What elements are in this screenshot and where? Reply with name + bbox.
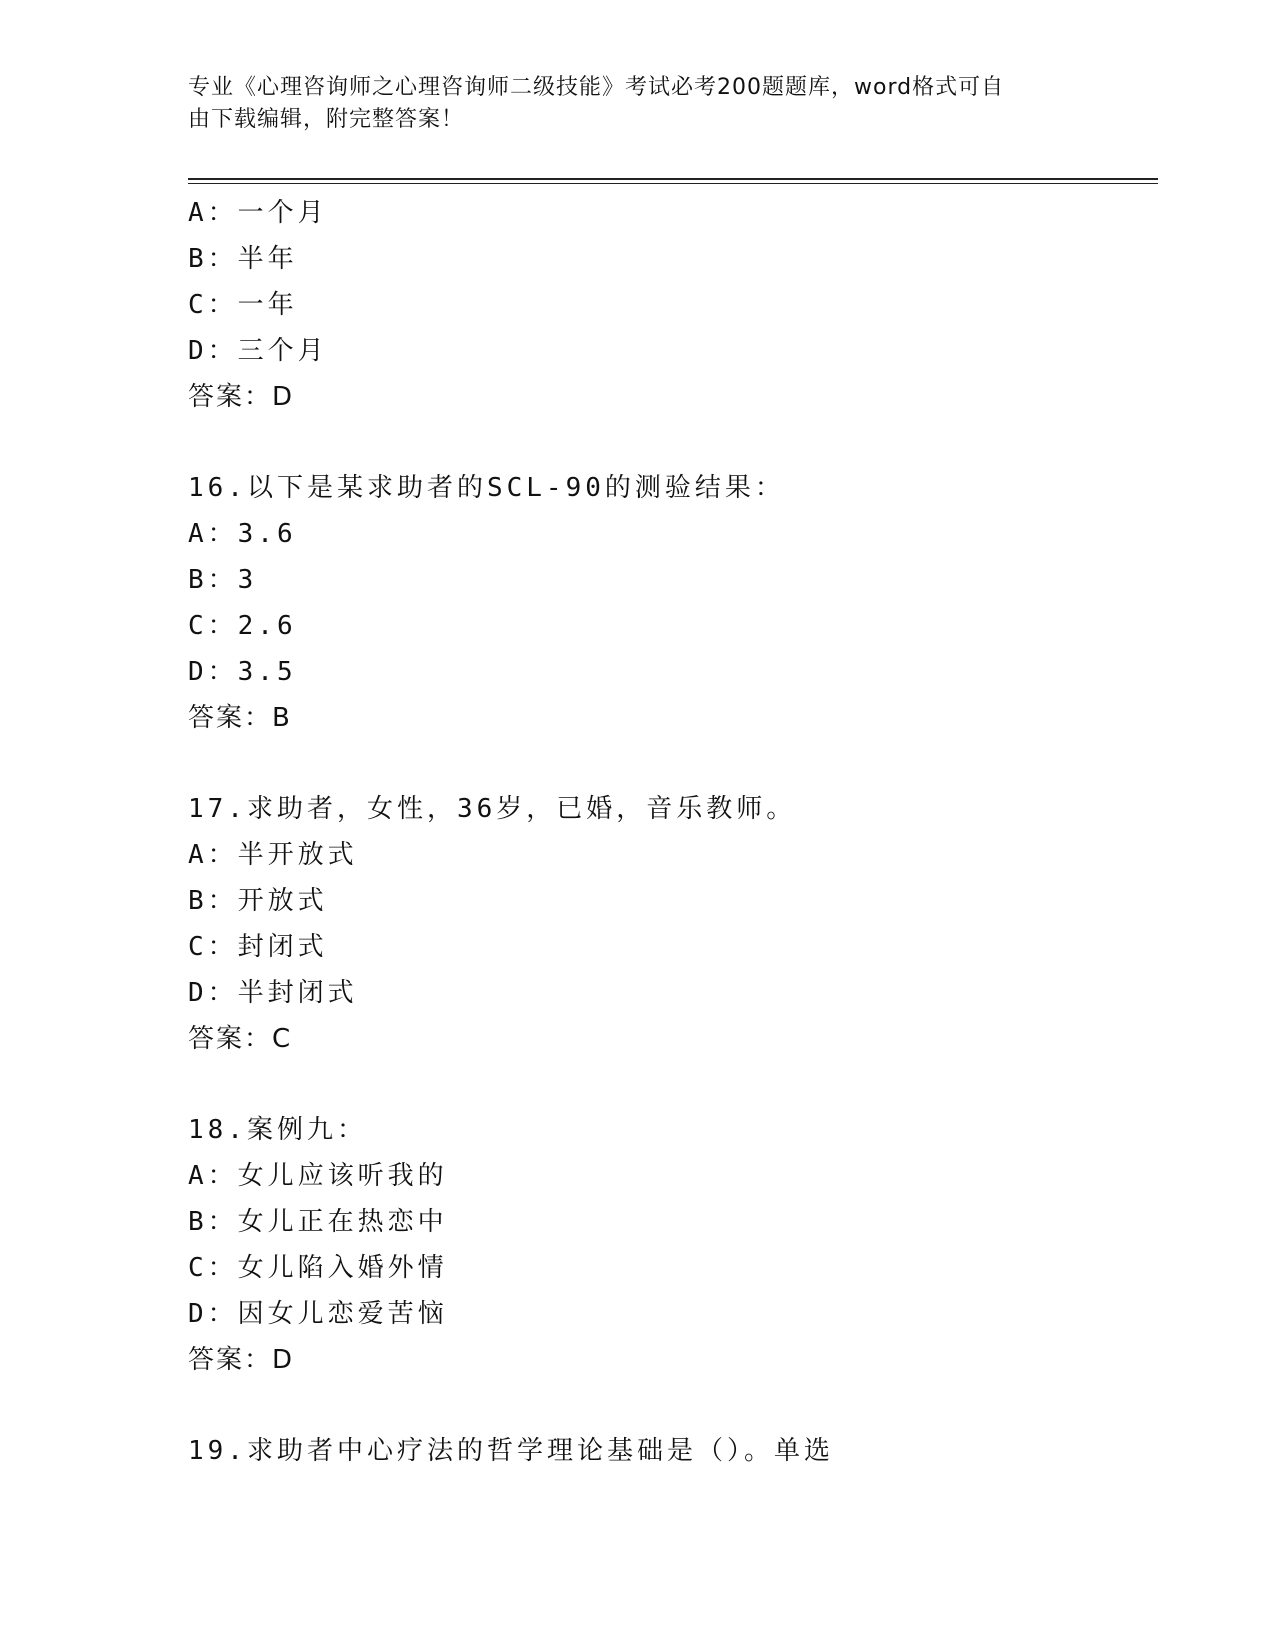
option-b: B：女儿正在热恋中 [188,1207,448,1237]
option-b: B：3 [188,565,258,595]
option-a: A：女儿应该听我的 [188,1161,448,1191]
document-header [188,72,1068,136]
question-block [188,190,1158,420]
question-block [188,1428,1158,1474]
question-text: 18.案例九： [188,1115,367,1145]
option-a: A：半开放式 [188,840,358,870]
question-text: 17.求助者，女性，36岁，已婚，音乐教师。 [188,794,797,824]
option-c: C：女儿陷入婚外情 [188,1253,448,1283]
header-line-2: 由下载编辑，附完整答案！ [188,107,465,132]
question-block [188,1107,1158,1383]
question-text: 16.以下是某求助者的SCL-90的测验结果： [188,473,785,503]
question-text: 19.求助者中心疗法的哲学理论基础是（）。单选 [188,1436,834,1466]
option-d: D：因女儿恋爱苦恼 [188,1299,448,1329]
header-divider-thin [188,183,1158,184]
option-d: D：三个月 [188,336,328,366]
option-c: C：2.6 [188,611,297,641]
option-c: C：封闭式 [188,932,328,962]
header-divider-thick [188,178,1158,180]
question-block [188,465,1158,741]
option-a: A：3.6 [188,519,297,549]
option-b: B：半年 [188,244,298,274]
option-d: D：3.5 [188,657,297,687]
answer-line: 答案：B [188,703,292,733]
answer-line: 答案：D [188,382,295,412]
option-d: D：半封闭式 [188,978,358,1008]
answer-line: 答案：D [188,1345,295,1375]
option-a: A：一个月 [188,198,328,228]
header-line-1: 专业《心理咨询师之心理咨询师二级技能》考试必考200题题库，word格式可自 [188,75,1005,100]
question-block [188,786,1158,1062]
answer-line: 答案：C [188,1024,293,1054]
option-b: B：开放式 [188,886,328,916]
option-c: C：一年 [188,290,298,320]
question-list [188,190,1158,1474]
